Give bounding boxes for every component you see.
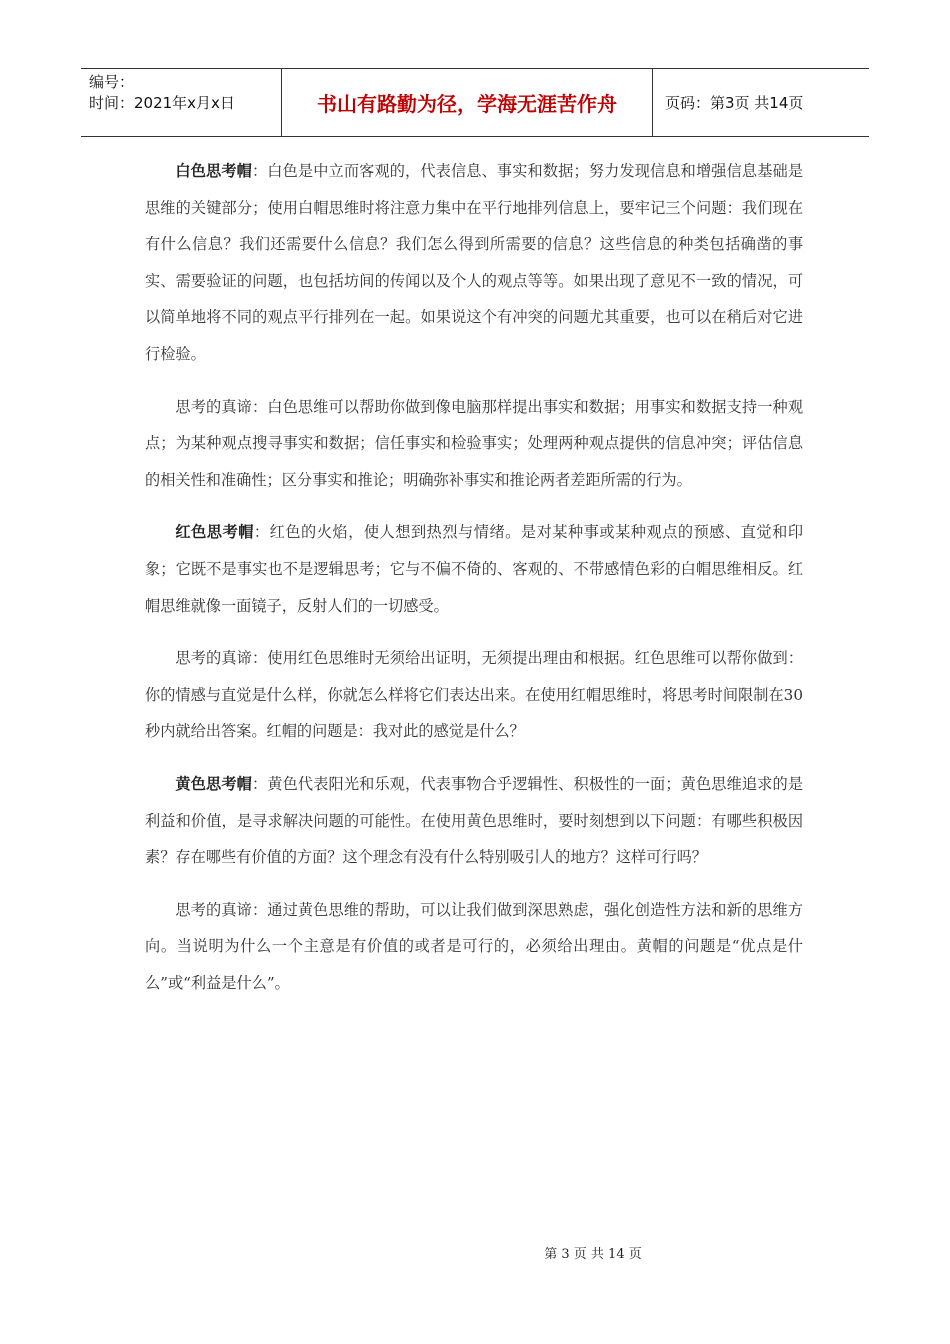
document-time-label: 时间：2021年x月x日 — [89, 94, 235, 112]
paragraph-red-hat — [145, 514, 803, 624]
paragraph-text: ：红色的火焰，使人想到热烈与情绪。是对某种事或某种观点的预感、直觉和印象；它既不是事实也不是逻辑思考；它与不偏不倚的、客观的、不带感情色彩的白帽思维相反。红帽思维就像一面镜子，反射人们的一切感受。 — [145, 523, 803, 615]
paragraph-lead: 黄色思考帽 — [175, 774, 252, 793]
paragraph-yellow-hat-essence — [145, 892, 803, 1002]
paragraph-text: 思考的真谛：使用红色思维时无须给出证明，无须提出理由和根据。红色思维可以帮你做到：你的情感与直觉是什么样，你就怎么样将它们表达出来。在使用红帽思维时，将思考时间限制在30秒内就给出答案。红帽的问题是：我对此的感觉是什么？ — [145, 649, 803, 741]
paragraph-text: 思考的真谛：通过黄色思维的帮助，可以让我们做到深思熟虑，强化创造性方法和新的思维方向。当说明为什么一个主意是有价值的或者是可行的，必须给出理由。黄帽的问题是“优点是什么”或“利益是什么”。 — [145, 900, 803, 992]
paragraph-red-hat-essence — [145, 640, 803, 750]
header-meta — [81, 69, 282, 136]
paragraph-white-hat-essence — [145, 389, 803, 499]
header-motto: 书山有路勤为径，学海无涯苦作舟 — [282, 69, 653, 136]
document-number-label: 编号： — [89, 73, 135, 91]
paragraph-lead: 白色思考帽 — [175, 162, 252, 180]
paragraph-text: ：白色是中立而客观的，代表信息、事实和数据；努力发现信息和增强信息基础是思维的关键部分；使用白帽思维时将注意力集中在平行地排列信息上，要牢记三个问题：我们现在有什么信息？我们还需要什么信息？我们怎么得到所需要的信息？这些信息的种类包括确凿的事实、需要验证的问题，也包括坊间的传闻以及个人的观点等等。如果出现了意见不一致的情况，可以简单地将不同的观点平行排列在一起。如果说这个有冲突的问题尤其重要，也可以在稍后对它进行检验。 — [145, 162, 804, 363]
paragraph-yellow-hat — [145, 766, 803, 876]
header-page-info: 页码：第3页 共14页 — [665, 94, 804, 112]
paragraph-text: 思考的真谛：白色思维可以帮助你做到像电脑那样提出事实和数据；用事实和数据支持一种观点；为某种观点搜寻事实和数据；信任事实和检验事实；处理两种观点提供的信息冲突；评估信息的相关性和准确性；区分事实和推论；明确弥补事实和推论两者差距所需的行为。 — [145, 397, 803, 489]
page-footer: 第 3 页 共 14 页 — [544, 1247, 642, 1262]
paragraph-text: ：黄色代表阳光和乐观，代表事物合乎逻辑性、积极性的一面；黄色思维追求的是利益和价值，是寻求解决问题的可能性。在使用黄色思维时，要时刻想到以下问题：有哪些积极因素？存在哪些有价值的方面？这个理念有没有什么特别吸引人的地方？这样可行吗？ — [145, 774, 804, 867]
paragraph-white-hat — [145, 153, 803, 373]
page-header — [81, 68, 869, 137]
document-body — [145, 153, 803, 1017]
paragraph-lead: 红色思考帽 — [175, 523, 254, 542]
